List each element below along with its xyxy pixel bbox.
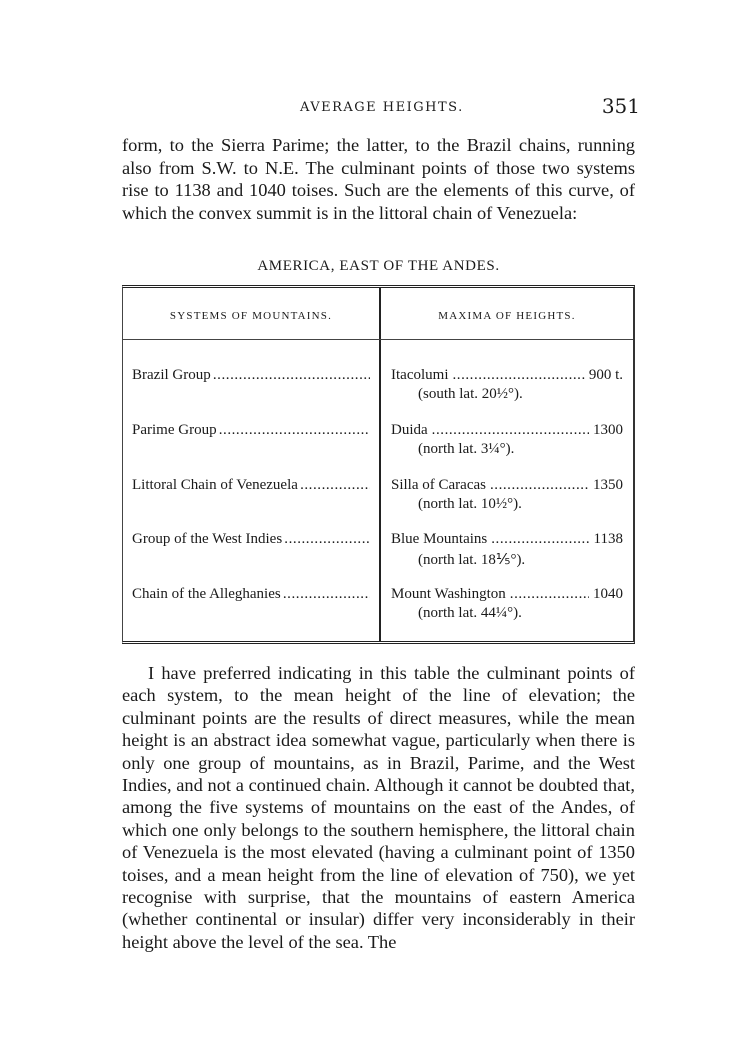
peak-height: 1300 (593, 422, 623, 438)
peak-line (391, 477, 623, 497)
table-row (123, 422, 633, 472)
table-row (123, 367, 633, 417)
peak-name: Duida (391, 422, 428, 438)
table-row (123, 477, 633, 527)
system-name: Parime Group . . . (132, 422, 370, 439)
system-name: Brazil Group . . . (132, 367, 370, 384)
paragraph-top: form, to the Sierra Parime; the latter, to the Brazil chains, running also from S.W. to N.E. The culminant points of those two systems rise to 1138 and 1040 toises. Such are the elements of this curve, of which the convex summit is in the littoral chain of Venezuela: (122, 135, 635, 223)
dot-leader (510, 586, 589, 603)
peak-latitude: (north lat. 18⅕°). (418, 552, 526, 568)
table-row (123, 586, 633, 636)
column-header-systems: SYSTEMS OF MOUNTAINS. (169, 310, 333, 322)
peak-line (391, 422, 623, 442)
dot-leader (452, 367, 584, 384)
dot-leader (490, 477, 589, 494)
peak-latitude: (north lat. 3¼°). (418, 441, 515, 457)
peak-latitude: (north lat. 10½°). (418, 496, 522, 512)
header-rule (123, 339, 633, 340)
peak-name: Silla of Caracas (391, 477, 486, 493)
peak-height: 1138 (593, 531, 623, 547)
peak-line (391, 531, 623, 551)
table-row (123, 531, 633, 581)
running-title: AVERAGE HEIGHTS. (300, 100, 464, 115)
peak-height: 1350 (593, 477, 623, 493)
peak-name: Blue Mountains (391, 531, 488, 547)
system-name: Group of the West Indies . . . (132, 531, 370, 548)
table-caption: AMERICA, EAST OF THE ANDES. (257, 258, 500, 274)
page-number: 351 (601, 94, 640, 118)
running-head (122, 94, 640, 121)
dot-leader (432, 422, 589, 439)
system-name: Littoral Chain of Venezuela . . . (132, 477, 370, 494)
peak-latitude: (south lat. 20½°). (418, 386, 523, 402)
peak-height: 1040 (593, 586, 623, 602)
column-header-maxima: MAXIMA OF HEIGHTS. (438, 310, 576, 322)
dot-leader (491, 531, 589, 548)
paragraph-bottom: I have preferred indicating in this table the culminant points of each system, to the mean height of the line of elevation; the culminant points are the results of direct measures, while the mean height is an abstract idea somewhat vague, particularly when there is only one group of mountains, as in Brazil, Parime, and the West Indies, and not a continued chain. Although it cannot be doubted that, among the five systems of mountains on the east of the Andes, of which one only belongs to the southern hemisphere, the littoral chain of Venezuela is the most elevated (having a culminant point of 1350 toises, and a mean height from the line of elevation of 750), we yet recognise with surprise, that the mountains of eastern America (whether continental or insular) differ very inconsiderably in their height above the level of the sea. The (122, 663, 635, 952)
peak-name: Itacolumi (391, 367, 449, 383)
heights-table (122, 285, 635, 644)
peak-latitude: (north lat. 44¼°). (418, 605, 522, 621)
peak-line (391, 586, 623, 606)
peak-line (391, 367, 623, 387)
peak-height: 900 t. (588, 367, 623, 383)
system-name: Chain of the Alleghanies . . . (132, 586, 370, 603)
peak-name: Mount Washington (391, 586, 506, 602)
